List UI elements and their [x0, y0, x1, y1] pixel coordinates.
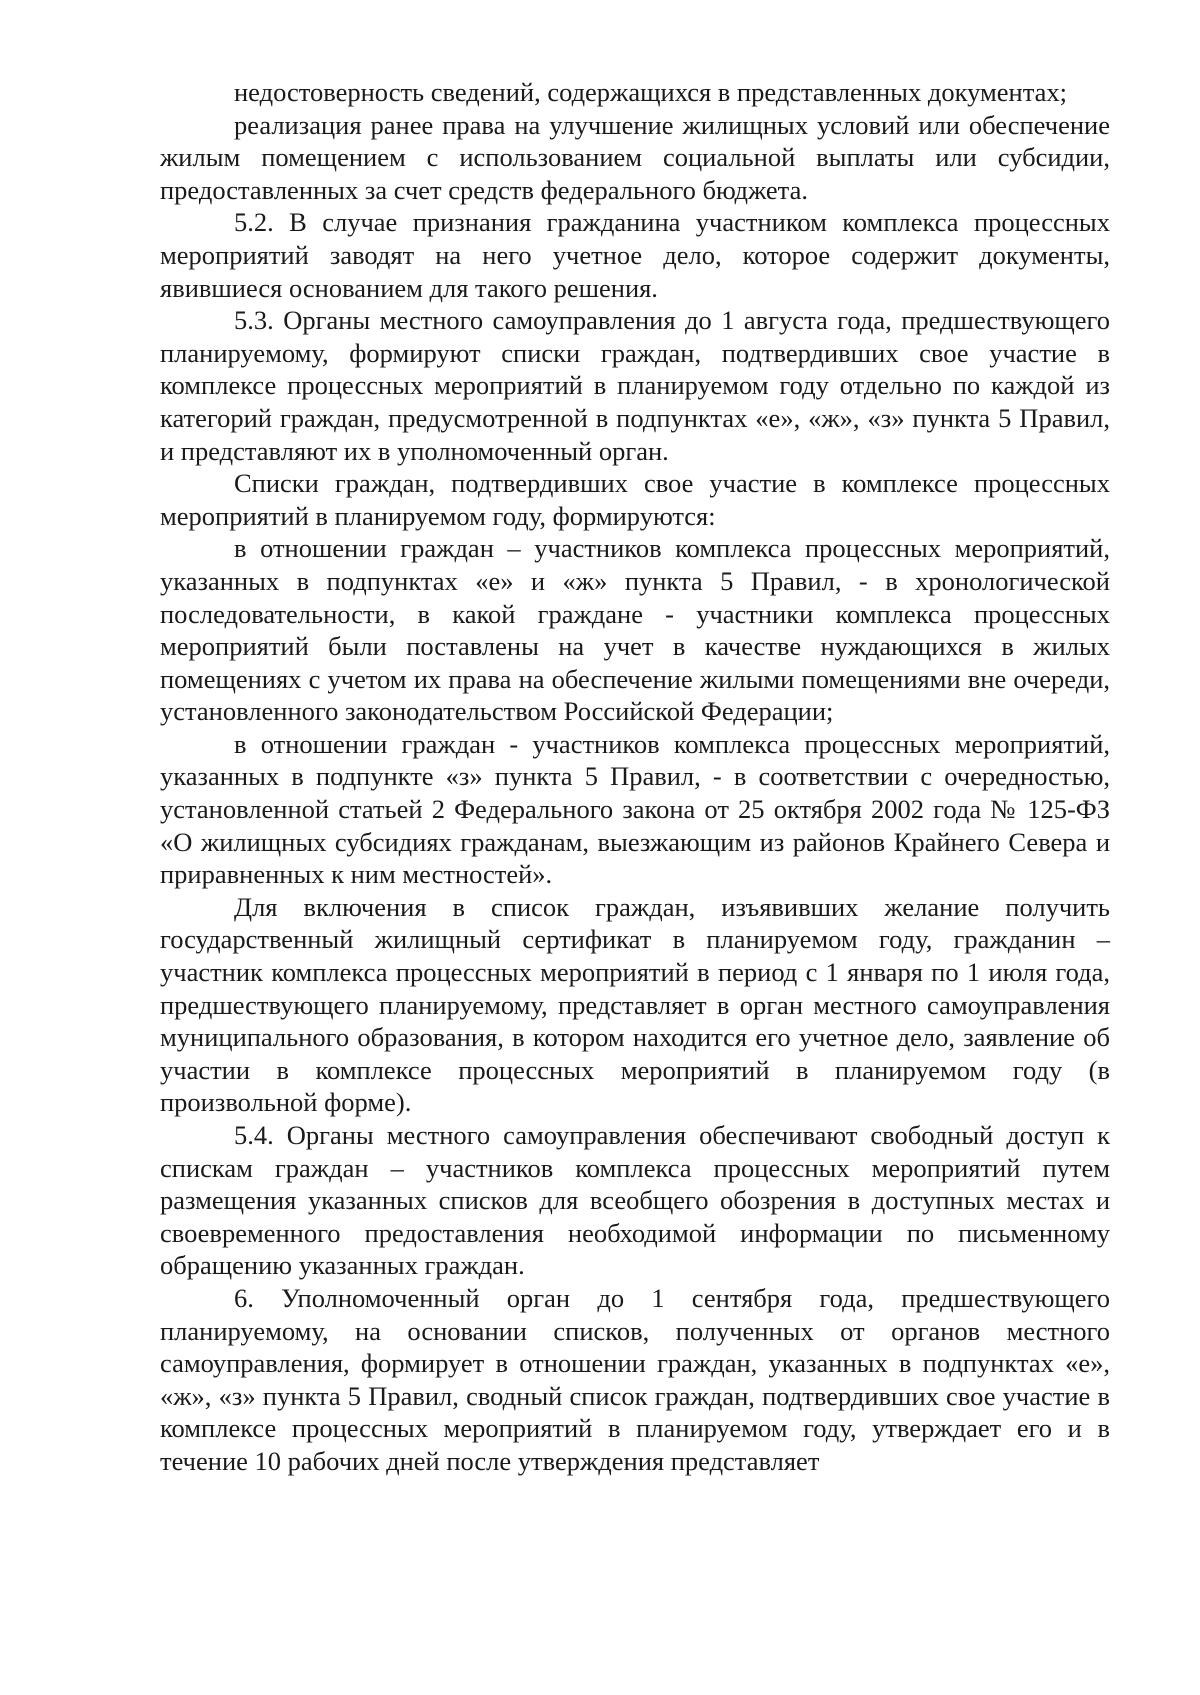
- paragraph-lists-z: в отношении граждан - участников комплекса процессных мероприятий, указанных в подпункте «з» пункта 5 Правил, - в соответствии с очередностью, установленной статьей 2 Федерального закона от 25 октября 2002 года № 125-ФЗ «О жилищных субсидиях гражданам, выезжающим из районов Крайнего Севера и приравненных к ним местностей».: [160, 728, 1110, 890]
- paragraph-5-4: 5.4. Органы местного самоуправления обеспечивают свободный доступ к спискам граждан – участников комплекса процессных мероприятий путем размещения указанных списков для всеобщего обозрения в доступных местах и своевременного предоставления необходимой информации по письменному обращению указанных граждан.: [160, 1120, 1110, 1281]
- document-body: [160, 76, 1110, 1478]
- paragraph-lists-e-zh: в отношении граждан – участников комплекса процессных мероприятий, указанных в подпунктах «е» и «ж» пункта 5 Правил, - в хронологической последовательности, в какой граждане - участники комплекса процессных мероприятий были поставлены на учет в качестве нуждающихся в жилых помещениях с учетом их права на обеспечение жилыми помещениями вне очереди, установленного законодательством Российской Федерации;: [160, 533, 1110, 727]
- paragraph-prior-subsidy: реализация ранее права на улучшение жилищных условий или обеспечение жилым помещением с использованием социальной выплаты или субсидии, предоставленных за счет средств федерального бюджета.: [160, 109, 1110, 205]
- paragraph-invalid-info: недостоверность сведений, содержащихся в представленных документах;: [234, 77, 1067, 107]
- paragraph-lists-formed: Списки граждан, подтвердивших свое участие в комплексе процессных мероприятий в планируемом году, формируются:: [160, 468, 1110, 531]
- paragraph-application: Для включения в список граждан, изъявивших желание получить государственный жилищный сертификат в планируемом году, гражданин – участник комплекса процессных мероприятий в период с 1 января по 1 июля года, предшествующего планируемому, представляет в орган местного самоуправления муниципального образования, в котором находится его учетное дело, заявление об участии в комплексе процессных мероприятий в планируемом году (в произвольной форме).: [160, 891, 1110, 1118]
- paragraph-6: 6. Уполномоченный орган до 1 сентября года, предшествующего планируемому, на основании списков, полученных от органов местного самоуправления, формирует в отношении граждан, указанных в подпунктах «е», «ж», «з» пункта 5 Правил, сводный список граждан, подтвердивших свое участие в комплексе процессных мероприятий в планируемом году, утверждает его и в течение 10 рабочих дней после утверждения представляет: [160, 1282, 1110, 1476]
- paragraph-5-2: 5.2. В случае признания гражданина участником комплекса процессных мероприятий заводят на него учетное дело, которое содержит документы, явившиеся основанием для такого решения.: [160, 207, 1110, 303]
- paragraph-5-3: 5.3. Органы местного самоуправления до 1 августа года, предшествующего планируемому, формируют списки граждан, подтвердивших свое участие в комплексе процессных мероприятий в планируемом году отдельно по каждой из категорий граждан, предусмотренной в подпунктах «е», «ж», «з» пункта 5 Правил, и представляют их в уполномоченный орган.: [160, 305, 1110, 466]
